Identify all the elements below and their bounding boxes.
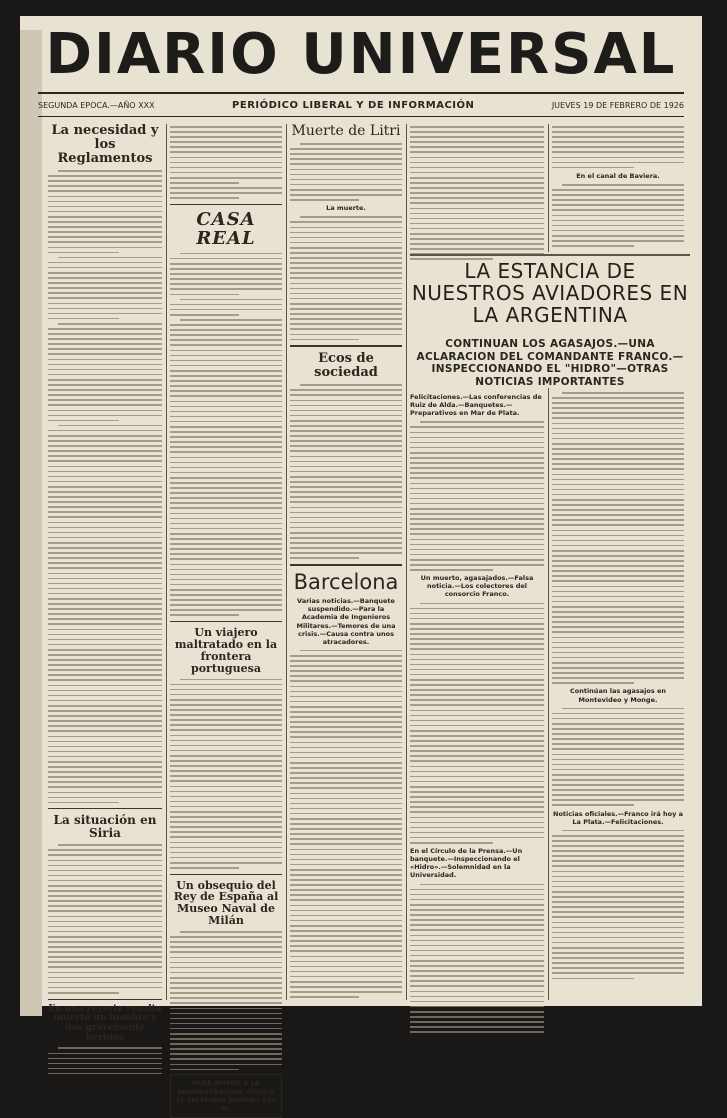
article-subheading: Noticias oficiales.—Franco irá hoy a La Plata.—Felicitaciones.	[553, 809, 683, 826]
feature-subheadline: CONTINUAN LOS AGASAJOS.—UNA ACLARACION DEL COMANDANTE FRANCO.—INSPECCIONANDO EL "HIDRO"—OTRAS NOTICIAS IMPORTANTES	[416, 338, 684, 388]
article-headline: La necesidad y los Reglamentos	[51, 123, 159, 167]
article-subheading: Un muerto, agasajados.—Falsa noticia.—Los colectores del consorcio Franco.	[420, 574, 534, 599]
article-headline: Barcelona	[293, 570, 399, 595]
issue-date: JUEVES 19 DE FEBRERO DE 1926	[551, 100, 684, 110]
administration-notice: PARA AVISOS A LA ADMINISTRACION, UTILICE EL TELEFONO NUMERO 934 M.	[170, 1074, 282, 1118]
article-body	[290, 216, 402, 340]
article-body	[552, 184, 684, 247]
newspaper-page	[20, 16, 702, 1113]
column-2	[170, 124, 282, 1113]
article-body	[170, 253, 282, 616]
article-body	[410, 884, 544, 1033]
masthead-rule-bottom	[38, 116, 684, 117]
column-rule	[166, 124, 167, 1000]
article-headline: La situación en Siria	[53, 813, 157, 841]
column-4-bottom	[410, 390, 544, 1000]
article-subheading: La muerte.	[326, 204, 366, 213]
column-1	[48, 123, 162, 1043]
article-headline: CASA REAL	[196, 208, 256, 250]
column-rule	[548, 124, 549, 252]
feature-rule	[410, 254, 690, 256]
column-5-bottom	[552, 390, 684, 1000]
article-body	[170, 679, 282, 869]
feature-headline: LA ESTANCIA DE NUESTROS AVIADORES EN LA ARGENTINA	[411, 259, 689, 327]
article-body	[48, 1047, 162, 1074]
article-subheading: En el Círculo de la Prensa.—Un banquete.—Inspeccionando el «Hidro».—Solemnidad en la Universidad.	[410, 847, 523, 880]
column-rule	[286, 124, 287, 1000]
article-body	[410, 603, 544, 844]
article-body	[552, 830, 684, 979]
article-subheading: En el canal de Baviera.	[576, 171, 660, 180]
article-subheading: Continúan las agasajos en Montevideo y Monge.	[569, 687, 667, 704]
article-body	[48, 844, 162, 993]
article-headline: Ecos de sociedad	[314, 351, 378, 381]
article-body	[290, 143, 402, 201]
article-body	[48, 170, 162, 803]
masthead-title: DIARIO UNIVERSAL	[45, 22, 677, 87]
column-5-top	[552, 124, 684, 252]
column-4-top	[410, 124, 544, 252]
edition-info: SEGUNDA EPOCA.—AÑO XXX	[38, 100, 155, 110]
adjacent-page-edge	[20, 30, 42, 1016]
column-rule	[406, 124, 407, 1000]
masthead-subline	[38, 96, 684, 114]
article-headline: Muerte de Litri	[291, 123, 401, 139]
tagline: PERIÓDICO LIBERAL Y DE INFORMACIÓN	[232, 99, 475, 111]
column-3	[290, 124, 402, 1000]
article-body	[290, 384, 402, 559]
column-rule	[548, 388, 549, 1000]
article-body	[170, 126, 282, 199]
article-body	[552, 708, 684, 806]
article-headline: En una reyerta resulta muerto un hombre y dos gravemente heridos	[48, 1003, 162, 1043]
article-body	[410, 421, 544, 570]
article-subheading: Varias noticias.—Banquete suspendido.—Para la Academia de Ingenieros Militares.—Temores de una crisis.—Causa contra unos atracadores.	[296, 597, 396, 646]
article-headline: Un obsequio del Rey de España al Museo Naval de Milán	[173, 878, 279, 928]
article-body	[410, 126, 544, 260]
article-body	[552, 392, 684, 684]
article-body	[552, 126, 684, 168]
masthead-rule	[38, 92, 684, 94]
article-headline: Un viajero maltratado en la frontera portuguesa	[174, 626, 278, 675]
article-body	[290, 650, 402, 998]
article-body	[170, 931, 282, 1070]
article-subheading: Felicitaciones.—Las conferencias de Ruiz de Alda.—Banquetes.—Preparativos en Mar de Plata.	[410, 393, 542, 418]
